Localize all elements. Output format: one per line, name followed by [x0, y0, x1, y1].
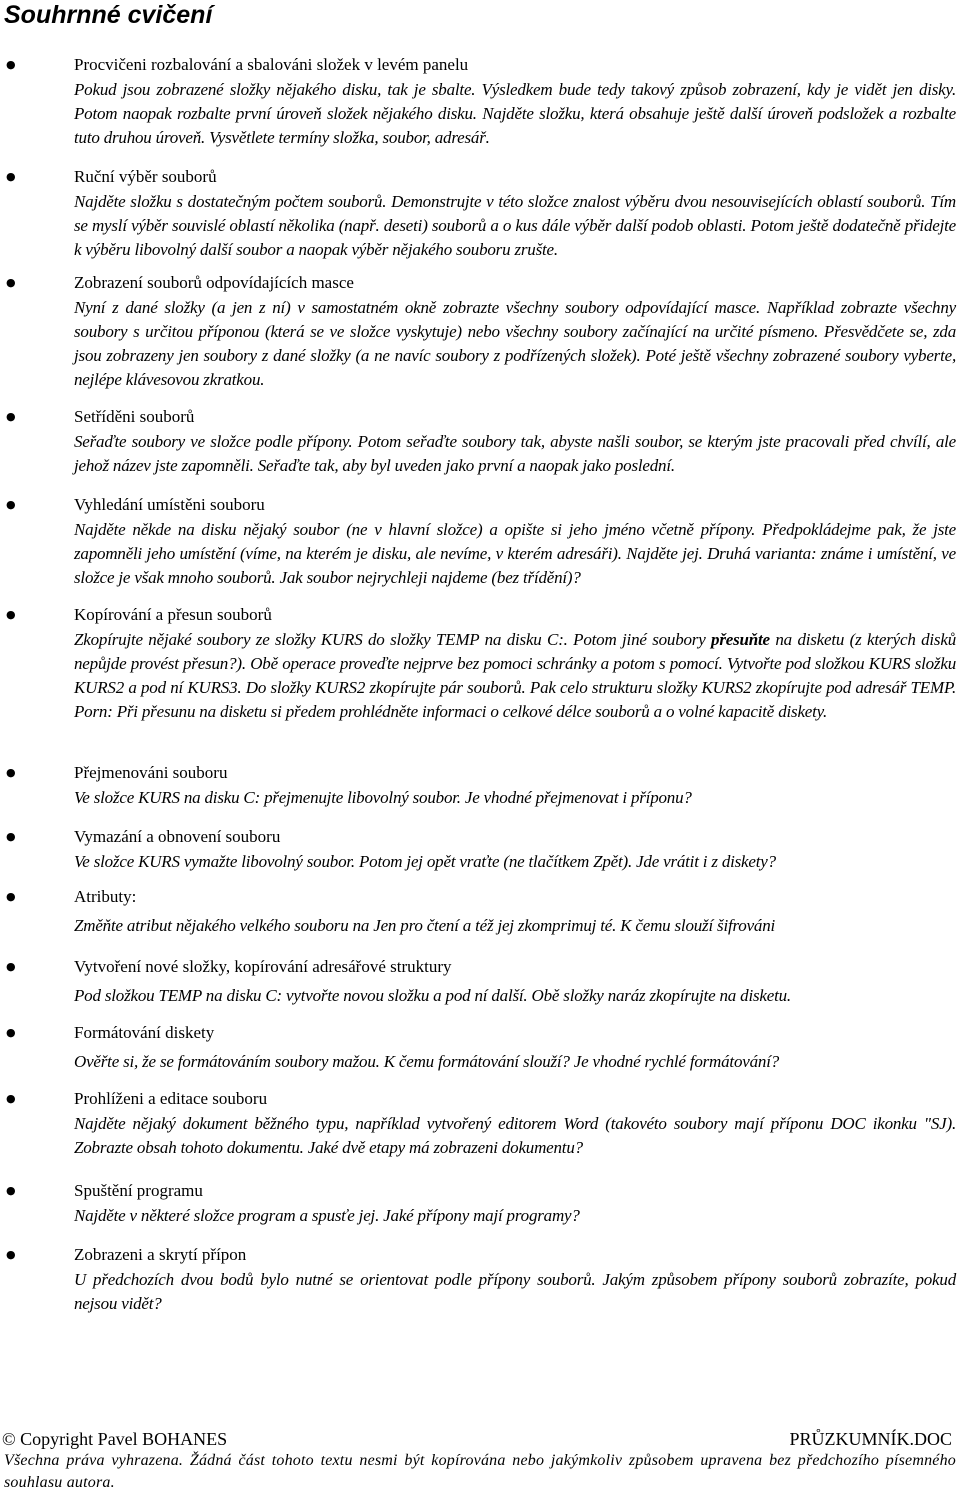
- bullet-icon: ●: [6, 170, 16, 183]
- page-title: Souhrnné cvičení: [4, 1, 213, 29]
- exercise-item: [0, 270, 960, 404]
- exercise-body: Seřaďte soubory ve složce podle přípony. Potom seřaďte soubory tak, abyste našli soubor, se kterým jste pracovali před chvílí, ale jehož název jste zapomněli. Seřaďte tak, aby byl uveden jako první a naopak jako poslední.: [74, 432, 956, 475]
- exercise-heading: Ruční výběr souborů: [74, 167, 217, 186]
- exercise-body: Ověřte si, že se formátováním soubory mažou. K čemu formátování slouží? Je vhodné rychlé formátování?: [74, 1052, 780, 1071]
- exercise-body-text: Zkopírujte nějaké soubory ze složky KURS do složky TEMP na disku C:. Potom jiné soubory: [74, 630, 712, 649]
- exercise-heading: Vymazání a obnovení souboru: [74, 827, 281, 846]
- exercise-body: Ve složce KURS vymažte libovolný soubor. Potom jej opět vraťte (ne tlačítkem Zpět). Jde vrátit i z diskety?: [74, 852, 776, 871]
- exercise-body: Pokud jsou zobrazené složky nějakého disku, tak je sbalte. Výsledkem bude tedy takový způsob zobrazení, kdy je vidět jen disky. Potom naopak rozbalte první úroveň složek nějakého disku. Najděte složku, která obsahuje ještě další úroveň podsložek a rozbalte tuto druhou úroveň. Vysvětlete termíny složka, soubor, adresář.: [74, 80, 956, 147]
- exercise-item: [0, 1178, 960, 1242]
- exercise-heading: Přejmenováni souboru: [74, 763, 228, 782]
- bullet-icon: ●: [6, 498, 16, 511]
- exercise-item: [0, 954, 960, 1020]
- exercise-heading: Zobrazeni a skrytí přípon: [74, 1245, 247, 1264]
- bullet-icon: ●: [6, 1026, 16, 1039]
- bullet-icon: ●: [6, 58, 16, 71]
- exercise-body: Změňte atribut nějakého velkého souboru na Jen pro čtení a též jej zkomprimuj té. K čemu slouží šifrováni: [74, 916, 776, 935]
- bullet-icon: ●: [6, 1184, 16, 1197]
- exercise-heading: Kopírování a přesun souborů: [74, 605, 272, 624]
- exercise-item: [0, 824, 960, 884]
- exercise-item: [0, 1086, 960, 1178]
- exercise-body: Najděte složku s dostatečným počtem souborů. Demonstrujte v této složce znalost výběru dvou nesouvisejících oblastí souborů. Tím se myslí výběr souvislé oblastí několika (např. deseti) souborů a o kus dále výběr další podob oblasti. Potom ještě dodatečně přidejte k výběru libovolný další soubor a naopak výběr nějakého souboru zrušte.: [74, 192, 956, 259]
- bullet-icon: ●: [6, 766, 16, 779]
- exercise-list: [0, 52, 960, 1322]
- exercise-item: [0, 602, 960, 760]
- exercise-item: [0, 884, 960, 954]
- exercise-body-text: na disketu (z kterých disků nepůjde provést přesun?). Obě operace proveďte nejprve bez pomoci schránky a potom s pomocí. Vytvořte pod složkou KURS složku KURS2 a pod ní KURS3. Do složky KURS2 zkopírujte pár souborů. Pak celo strukturu složky KURS2 zkopírujte pod adresář TEMP. Porn: Při přesunu na disketu si předem prohlédněte informaci o celkové délce souborů a o volné kapacitě diskety.: [74, 630, 956, 721]
- exercise-body: Nyní z dané složky (a jen z ní) v samostatném okně zobrazte všechny soubory odpovídající masce. Například zobrazte všechny soubory s určitou příponou (která se ve složce vyskytuje) nebo všechny soubory začínající na určité písmeno. Přesvědčete se, zda jsou zobrazeny jen soubory z dané složky (a ne navíc soubory z podřízených složek). Poté ještě všechny zobrazené soubory vyberte, nejlépe klávesovou zkratkou.: [74, 298, 956, 389]
- exercise-body: Ve složce KURS na disku C: přejmenujte libovolný soubor. Je vhodné přejmenovat i příponu?: [74, 788, 692, 807]
- exercise-body: [74, 628, 956, 724]
- exercise-body-bold: přesuňte: [711, 630, 770, 649]
- exercise-heading: Formátování diskety: [74, 1023, 215, 1042]
- rights-notice: Všechna práva vyhrazena. Žádná část tohoto textu nesmi být kopírována nebo jakýmkoliv způsobem upravena bez předchozího písemného souhlasu autora.: [4, 1452, 956, 1491]
- exercise-item: [0, 52, 960, 164]
- bullet-icon: ●: [6, 410, 16, 423]
- bullet-icon: ●: [6, 1092, 16, 1105]
- copyright-notice: © Copyright Pavel BOHANES: [2, 1429, 228, 1449]
- document-filename: PRŮZKUMNÍK.DOC: [789, 1429, 952, 1449]
- exercise-item: [0, 760, 960, 824]
- exercise-heading: Atributy:: [74, 887, 137, 906]
- exercise-item: [0, 404, 960, 492]
- exercise-body: Najděte nějaký dokument běžného typu, například vytvořený editorem Word (takovéto soubory mají příponu DOC ikonku "SJ). Zobrazte obsah tohoto dokumentu. Jaké dvě etapy má zobrazeni dokumentu?: [74, 1114, 956, 1157]
- exercise-heading: Zobrazení souborů odpovídajících masce: [74, 273, 354, 292]
- bullet-icon: ●: [6, 1248, 16, 1261]
- bullet-icon: ●: [6, 276, 16, 289]
- exercise-item: [0, 492, 960, 602]
- exercise-body: Pod složkou TEMP na disku C: vytvořte novou složku a pod ní další. Obě složky naráz zkopírujte na disketu.: [74, 986, 791, 1005]
- exercise-heading: Prohlíženi a editace souboru: [74, 1089, 268, 1108]
- exercise-body: Najděte někde na disku nějaký soubor (ne v hlavní složce) a opište si jeho jméno včetně přípony. Předpokládejme pak, že jste zapomněli jeho umístění (víme, na kterém je disku, ale nevíme, v kterém adresáři). Najděte jej. Druhá varianta: známe i umístění, ve složce je však mnoho souborů. Jak soubor nejrychleji najdeme (bez třídění)?: [74, 520, 956, 587]
- exercise-heading: Spuštění programu: [74, 1181, 203, 1200]
- exercise-item: [0, 1020, 960, 1086]
- exercise-heading: Vytvoření nové složky, kopírování adresářové struktury: [74, 957, 452, 976]
- bullet-icon: ●: [6, 960, 16, 973]
- exercise-heading: Procvičeni rozbalování a sbalováni složek v levém panelu: [74, 55, 469, 74]
- bullet-icon: ●: [6, 608, 16, 621]
- exercise-body: U předchozích dvou bodů bylo nutné se orientovat podle přípony souborů. Jakým způsobem přípony souborů zobrazíte, pokud nejsou vidět?: [74, 1270, 956, 1313]
- exercise-item: [0, 1242, 960, 1322]
- bullet-icon: ●: [6, 830, 16, 843]
- exercise-item: [0, 164, 960, 270]
- exercise-heading: Setříděni souborů: [74, 407, 195, 426]
- exercise-body: Najděte v některé složce program a spusťe jej. Jaké přípony mají programy?: [74, 1206, 580, 1225]
- bullet-icon: ●: [6, 890, 16, 903]
- exercise-heading: Vyhledání umístěni souboru: [74, 495, 265, 514]
